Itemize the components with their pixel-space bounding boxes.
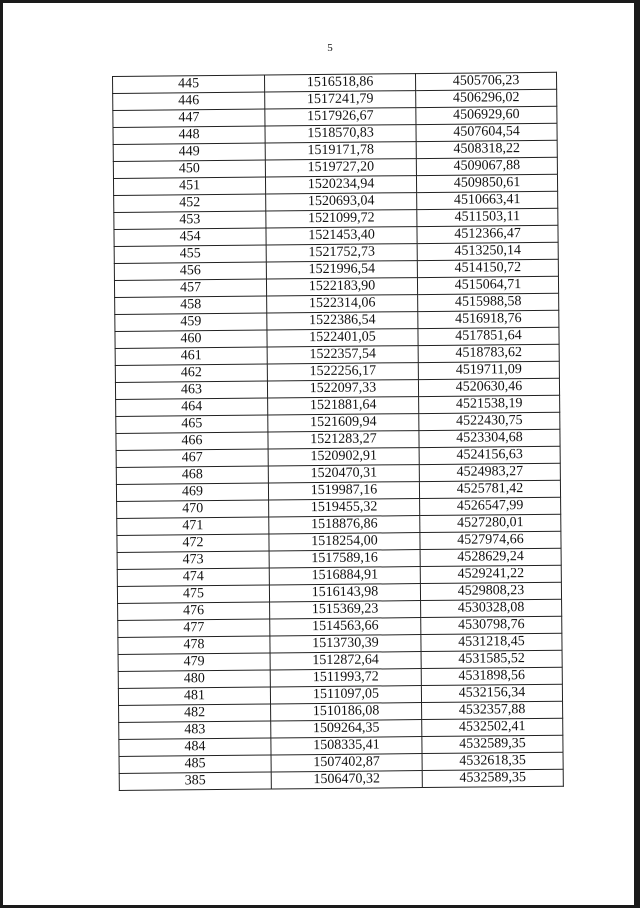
y-coordinate-cell: 4529808,23 bbox=[420, 582, 561, 600]
x-coordinate-cell: 1514563,66 bbox=[270, 618, 421, 636]
y-coordinate-cell: 4532502,41 bbox=[422, 718, 563, 736]
x-coordinate-cell: 1506470,32 bbox=[271, 771, 422, 789]
y-coordinate-cell: 4532156,34 bbox=[421, 684, 562, 702]
y-coordinate-cell: 4524156,63 bbox=[419, 446, 560, 464]
point-number-cell: 445 bbox=[113, 75, 265, 93]
coordinate-table-body bbox=[113, 72, 564, 790]
coordinate-table bbox=[112, 72, 564, 791]
point-number-cell: 482 bbox=[119, 704, 271, 722]
x-coordinate-cell: 1519727,20 bbox=[265, 159, 416, 177]
y-coordinate-cell: 4513250,14 bbox=[417, 242, 558, 260]
point-number-cell: 471 bbox=[117, 517, 269, 535]
y-coordinate-cell: 4530328,08 bbox=[421, 599, 562, 617]
y-coordinate-cell: 4509067,88 bbox=[416, 157, 557, 175]
x-coordinate-cell: 1519171,78 bbox=[265, 142, 416, 160]
point-number-cell: 468 bbox=[116, 466, 268, 484]
point-number-cell: 465 bbox=[116, 415, 268, 433]
y-coordinate-cell: 4532589,35 bbox=[422, 769, 563, 787]
point-number-cell: 485 bbox=[119, 755, 271, 773]
point-number-cell: 460 bbox=[115, 330, 267, 348]
point-number-cell: 452 bbox=[114, 194, 266, 212]
x-coordinate-cell: 1520234,94 bbox=[265, 176, 416, 194]
point-number-cell: 476 bbox=[118, 602, 270, 620]
table-row bbox=[119, 769, 563, 790]
point-number-cell: 484 bbox=[119, 738, 271, 756]
scan-edge-left bbox=[0, 0, 3, 908]
y-coordinate-cell: 4516918,76 bbox=[418, 310, 559, 328]
y-coordinate-cell: 4525781,42 bbox=[419, 480, 560, 498]
point-number-cell: 459 bbox=[115, 313, 267, 331]
point-number-cell: 461 bbox=[115, 347, 267, 365]
point-number-cell: 463 bbox=[115, 381, 267, 399]
y-coordinate-cell: 4521538,19 bbox=[419, 395, 560, 413]
point-number-cell: 470 bbox=[117, 500, 269, 518]
point-number-cell: 477 bbox=[118, 619, 270, 637]
point-number-cell: 483 bbox=[119, 721, 271, 739]
x-coordinate-cell: 1511097,05 bbox=[270, 686, 421, 704]
x-coordinate-cell: 1522401,05 bbox=[267, 329, 418, 347]
point-number-cell: 481 bbox=[118, 687, 270, 705]
point-number-cell: 475 bbox=[117, 585, 269, 603]
y-coordinate-cell: 4509850,61 bbox=[416, 174, 557, 192]
y-coordinate-cell: 4515988,58 bbox=[418, 293, 559, 311]
y-coordinate-cell: 4532357,88 bbox=[422, 701, 563, 719]
y-coordinate-cell: 4506929,60 bbox=[416, 106, 557, 124]
y-coordinate-cell: 4531218,45 bbox=[421, 633, 562, 651]
x-coordinate-cell: 1516884,91 bbox=[269, 567, 420, 585]
point-number-cell: 454 bbox=[114, 228, 266, 246]
y-coordinate-cell: 4511503,11 bbox=[417, 208, 558, 226]
point-number-cell: 448 bbox=[113, 126, 265, 144]
point-number-cell: 472 bbox=[117, 534, 269, 552]
x-coordinate-cell: 1522183,90 bbox=[266, 278, 417, 296]
y-coordinate-cell: 4532589,35 bbox=[422, 735, 563, 753]
y-coordinate-cell: 4506296,02 bbox=[416, 89, 557, 107]
coordinate-table-container bbox=[112, 72, 563, 791]
y-coordinate-cell: 4518783,62 bbox=[418, 344, 559, 362]
x-coordinate-cell: 1520902,91 bbox=[268, 448, 419, 466]
y-coordinate-cell: 4522430,75 bbox=[419, 412, 560, 430]
point-number-cell: 447 bbox=[113, 109, 265, 127]
y-coordinate-cell: 4532618,35 bbox=[422, 752, 563, 770]
x-coordinate-cell: 1521099,72 bbox=[266, 210, 417, 228]
point-number-cell: 469 bbox=[116, 483, 268, 501]
x-coordinate-cell: 1517926,67 bbox=[265, 108, 416, 126]
x-coordinate-cell: 1518570,83 bbox=[265, 125, 416, 143]
y-coordinate-cell: 4505706,23 bbox=[415, 72, 556, 90]
x-coordinate-cell: 1510186,08 bbox=[271, 703, 422, 721]
y-coordinate-cell: 4520630,46 bbox=[418, 378, 559, 396]
x-coordinate-cell: 1516518,86 bbox=[264, 74, 415, 92]
x-coordinate-cell: 1512872,64 bbox=[270, 652, 421, 670]
x-coordinate-cell: 1509264,35 bbox=[271, 720, 422, 738]
x-coordinate-cell: 1521752,73 bbox=[266, 244, 417, 262]
y-coordinate-cell: 4519711,09 bbox=[418, 361, 559, 379]
point-number-cell: 466 bbox=[116, 432, 268, 450]
point-number-cell: 480 bbox=[118, 670, 270, 688]
x-coordinate-cell: 1521609,94 bbox=[268, 414, 419, 432]
point-number-cell: 473 bbox=[117, 551, 269, 569]
y-coordinate-cell: 4508318,22 bbox=[416, 140, 557, 158]
x-coordinate-cell: 1508335,41 bbox=[271, 737, 422, 755]
y-coordinate-cell: 4531585,52 bbox=[421, 650, 562, 668]
y-coordinate-cell: 4528629,24 bbox=[420, 548, 561, 566]
y-coordinate-cell: 4517851,64 bbox=[418, 327, 559, 345]
y-coordinate-cell: 4512366,47 bbox=[417, 225, 558, 243]
x-coordinate-cell: 1522097,33 bbox=[267, 380, 418, 398]
x-coordinate-cell: 1507402,87 bbox=[271, 754, 422, 772]
x-coordinate-cell: 1517589,16 bbox=[269, 550, 420, 568]
y-coordinate-cell: 4530798,76 bbox=[421, 616, 562, 634]
point-number-cell: 451 bbox=[113, 177, 265, 195]
x-coordinate-cell: 1521453,40 bbox=[266, 227, 417, 245]
point-number-cell: 478 bbox=[118, 636, 270, 654]
point-number-cell: 458 bbox=[115, 296, 267, 314]
point-number-cell: 474 bbox=[117, 568, 269, 586]
point-number-cell: 449 bbox=[113, 143, 265, 161]
x-coordinate-cell: 1522357,54 bbox=[267, 346, 418, 364]
page-number: 5 bbox=[327, 42, 333, 54]
point-number-cell: 455 bbox=[114, 245, 266, 263]
x-coordinate-cell: 1520693,04 bbox=[266, 193, 417, 211]
x-coordinate-cell: 1521996,54 bbox=[266, 261, 417, 279]
y-coordinate-cell: 4515064,71 bbox=[417, 276, 558, 294]
point-number-cell: 456 bbox=[114, 262, 266, 280]
point-number-cell: 467 bbox=[116, 449, 268, 467]
y-coordinate-cell: 4526547,99 bbox=[420, 497, 561, 515]
x-coordinate-cell: 1519987,16 bbox=[268, 482, 419, 500]
y-coordinate-cell: 4510663,41 bbox=[417, 191, 558, 209]
x-coordinate-cell: 1513730,39 bbox=[270, 635, 421, 653]
x-coordinate-cell: 1522256,17 bbox=[267, 363, 418, 381]
point-number-cell: 453 bbox=[114, 211, 266, 229]
y-coordinate-cell: 4527280,01 bbox=[420, 514, 561, 532]
point-number-cell: 450 bbox=[113, 160, 265, 178]
x-coordinate-cell: 1521283,27 bbox=[268, 431, 419, 449]
y-coordinate-cell: 4527974,66 bbox=[420, 531, 561, 549]
scan-edge-right bbox=[634, 0, 640, 908]
x-coordinate-cell: 1516143,98 bbox=[269, 584, 420, 602]
x-coordinate-cell: 1518254,00 bbox=[269, 533, 420, 551]
scan-edge-top bbox=[0, 0, 640, 3]
y-coordinate-cell: 4514150,72 bbox=[417, 259, 558, 277]
x-coordinate-cell: 1519455,32 bbox=[269, 499, 420, 517]
x-coordinate-cell: 1522314,06 bbox=[267, 295, 418, 313]
x-coordinate-cell: 1522386,54 bbox=[267, 312, 418, 330]
point-number-cell: 464 bbox=[116, 398, 268, 416]
y-coordinate-cell: 4507604,54 bbox=[416, 123, 557, 141]
point-number-cell: 479 bbox=[118, 653, 270, 671]
point-number-cell: 457 bbox=[114, 279, 266, 297]
x-coordinate-cell: 1520470,31 bbox=[268, 465, 419, 483]
point-number-cell: 446 bbox=[113, 92, 265, 110]
y-coordinate-cell: 4529241,22 bbox=[420, 565, 561, 583]
x-coordinate-cell: 1515369,23 bbox=[270, 601, 421, 619]
y-coordinate-cell: 4523304,68 bbox=[419, 429, 560, 447]
y-coordinate-cell: 4531898,56 bbox=[421, 667, 562, 685]
x-coordinate-cell: 1518876,86 bbox=[269, 516, 420, 534]
x-coordinate-cell: 1511993,72 bbox=[270, 669, 421, 687]
point-number-cell: 462 bbox=[115, 364, 267, 382]
y-coordinate-cell: 4524983,27 bbox=[419, 463, 560, 481]
x-coordinate-cell: 1517241,79 bbox=[265, 91, 416, 109]
x-coordinate-cell: 1521881,64 bbox=[268, 397, 419, 415]
point-number-cell: 385 bbox=[119, 772, 271, 790]
